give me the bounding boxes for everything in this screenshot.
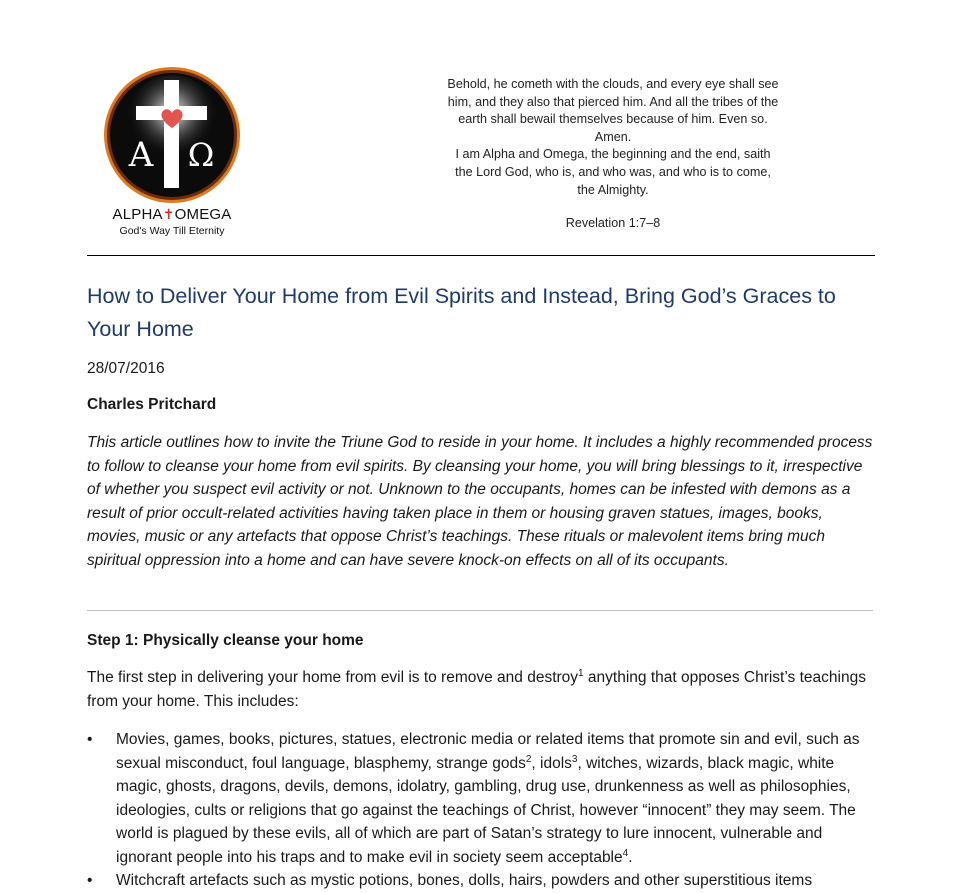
article-author: Charles Pritchard	[87, 396, 217, 413]
footnote-ref-2[interactable]: 2	[525, 753, 532, 765]
cross-icon: ✝	[162, 206, 175, 222]
footnote-ref-1[interactable]: 1	[578, 667, 584, 679]
logo-brand	[92, 206, 252, 223]
omega-symbol: Ω	[187, 136, 215, 174]
list-item	[87, 728, 877, 869]
verse-line: the Almighty.	[577, 182, 649, 197]
bullet-icon: •	[87, 731, 93, 748]
verse-line: the Lord God, who is, and who was, and who is to come,	[455, 164, 771, 179]
verse-reference: Revelation 1:7–8	[565, 216, 661, 230]
step-1-heading: Step 1: Physically cleanse your home	[87, 632, 364, 649]
bible-verse	[424, 76, 802, 199]
verse-line: earth shall bewail themselves because of him. Even so.	[458, 112, 768, 127]
footnote-ref-4[interactable]: 4	[622, 847, 629, 859]
verse-line: Amen.	[594, 129, 632, 144]
verse-line: Behold, he cometh with the clouds, and every eye shall see	[447, 77, 779, 91]
step-1-intro-text: The first step in delivering your home from evil is to remove and destroy	[87, 669, 579, 686]
verse-line: him, and they also that pierced him. And all the tribes of the	[447, 94, 779, 109]
alpha-symbol: Α	[128, 135, 154, 175]
logo-brand-right: OMEGA	[174, 206, 232, 223]
list-item	[87, 869, 877, 893]
logo-cross-vertical	[164, 80, 179, 188]
step-1-list	[87, 728, 877, 893]
section-divider	[87, 610, 873, 611]
list-item-text: , witches, wizards, black magic, white magic, ghosts, dragons, devils, demons, idolatry, gambling, drug use, drunkenness as well as philosophies, ideologies, cults or religions that go against the teachings of Christ, however “innocent” they may seem. The world is plagued by these evils, all of which are part of Satan’s strategy to lure innocent, vulnerable and ignorant people into his traps and to make evil in society seem acceptable	[116, 754, 856, 866]
article-date: 28/07/2016	[87, 360, 165, 377]
article-abstract: This article outlines how to invite the Triune God to reside in your home. It includes a highly recommended process to follow to cleanse your home from evil spirits. By cleansing your home, you will bring blessings to it, irrespective of whether you suspect evil activity or not. Unknown to the occupants, homes can be infested with demons as a result of prior occult-related activities having taken place in them or housing graven statues, images, books, movies, music or any artefacts that oppose Christ’s teachings. These rituals or malevolent items bring much spiritual oppression into a home and can have severe knock-on effects on all of its occupants.	[87, 434, 873, 569]
footnote-ref-3[interactable]: 3	[571, 753, 578, 765]
alpha-omega-logo	[103, 66, 241, 204]
header-divider	[87, 255, 875, 256]
list-item-text: , idols	[531, 754, 572, 772]
list-item-text: .	[628, 848, 633, 866]
article-title: How to Deliver Your Home from Evil Spirits and Instead, Bring God’s Graces to Your Home	[87, 284, 836, 341]
logo-brand-left: ALPHA	[112, 206, 163, 223]
list-item-text: Witchcraft artefacts such as mystic potions, bones, dolls, hairs, powders and other superstitious items	[116, 872, 813, 889]
bullet-icon: •	[87, 872, 93, 889]
verse-line: I am Alpha and Omega, the beginning and the end, saith	[455, 147, 771, 162]
logo-tagline: God's Way Till Eternity	[119, 225, 225, 237]
step-1-intro	[87, 666, 877, 713]
step-1-intro-text: anything that opposes Christ’s teachings from your home. This includes:	[87, 669, 866, 710]
list-item-text: Movies, games, books, pictures, statues, electronic media or related items that promote sin and evil, such as sexual misconduct, foul language, blasphemy, strange gods	[116, 731, 860, 772]
